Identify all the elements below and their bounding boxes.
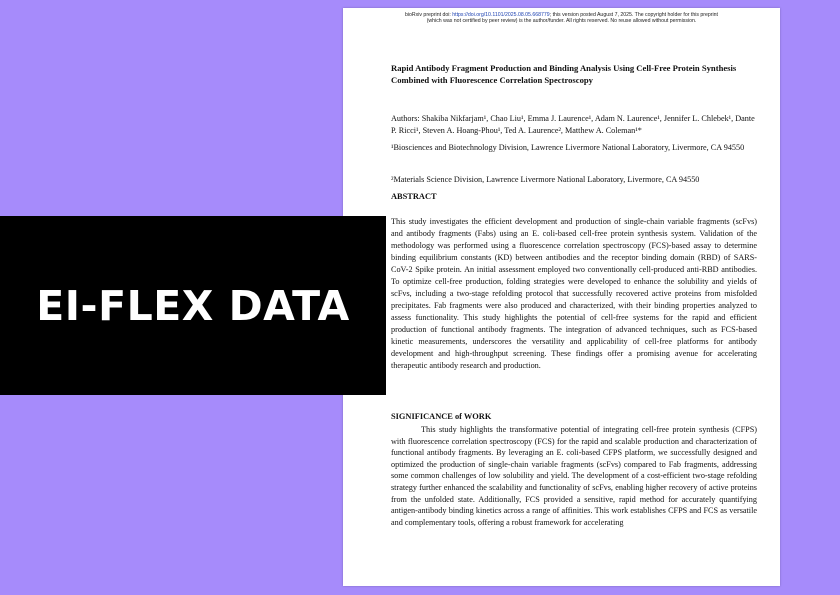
abstract-heading: ABSTRACT	[391, 192, 437, 201]
significance-heading: SIGNIFICANCE of WORK	[391, 412, 492, 421]
preprint-notice-line2: (which was not certified by peer review) is the author/funder. All rights reserved. No reuse allowed without permission.	[426, 18, 697, 25]
affiliation-2: ²Materials Science Division, Lawrence Livermore National Laboratory, Livermore, CA 94550	[391, 175, 700, 184]
banner-title: EI-FLEX DATA	[36, 281, 350, 330]
paper-authors: Authors: Shakiba Nikfarjam¹, Chao Liu¹, Emma J. Laurence¹, Adam N. Laurence¹, Jennifer L. Chlebek¹, Dante P. Ricci¹, Steven A. Hoang-Phou¹, Ted A. Laurence², Matthew A. Coleman¹*	[391, 114, 755, 135]
preprint-notice	[343, 12, 780, 25]
significance-text: This study highlights the transformative potential of integrating cell-free protein synthesis (CFPS) with fluorescence correlation spectroscopy (FCS) for the rapid and scalable production and characterization of functional antibody fragments. By leveraging an E. coli-based CFPS platform, we successfully designed and optimized the production of single-chain variable fragments (scFvs) compared to Fab fragments, addressing some common challenges of low solubility and yield. The development of a cost-efficient two-stage refolding strategy further enhanced the scalability and functionality of scFvs, enabling higher recovery of active proteins from the unfolded state. Additionally, FCS provided a sensitive, rapid method for accurately quantifying antigen-antibody binding kinetics across a range of affinities. This work establishes CFPS and FCS as versatile and complementary tools, offering a robust framework for accelerating	[391, 425, 757, 527]
title-banner	[0, 216, 386, 395]
affiliation-1: ¹Biosciences and Biotechnology Division, Lawrence Livermore National Laboratory, Livermore, CA 94550	[391, 143, 745, 152]
paper-title: Rapid Antibody Fragment Production and Binding Analysis Using Cell-Free Protein Synthesis Combined with Fluorescence Correlation Spectroscopy	[391, 63, 737, 85]
preprint-notice-suffix: ; this version posted August 7, 2025. The copyright holder for this preprint	[549, 12, 718, 18]
abstract-text: This study investigates the efficient development and production of single-chain variable fragments (scFvs) and antibody fragments (Fabs) using an E. coli-based cell-free protein synthesis system. Validation of the methodology was performed using a fluorescence correlation spectroscopy (FCS)-based assay to determine binding equilibrium constants (KD) between antibodies and the receptor binding domain (RBD) of SARS-CoV-2 Spike protein. An initial assessment employed two conventionally cell-produced anti-RBD antibodies. To optimize cell-free production, folding strategies were developed to enhance the solubility and yields of scFvs, including a two-stage refolding protocol that successfully recovered active proteins from misfolded precipitates. Fab fragments were also produced and characterized, with their binding properties analyzed to assess functionality. This study highlights the potential of cell-free systems for the rapid and efficient production of functional antibody fragments. The integration of advanced techniques, such as FCS-based kinetic measurements, underscores the versatility and applicability of cell-free platforms for antibody development and high-throughput screening. These findings offer a promising avenue for accelerating therapeutic antibody research and production.	[391, 217, 757, 370]
doi-link[interactable]: https://doi.org/10.1101/2025.08.05.668779	[452, 12, 550, 18]
preprint-notice-prefix: bioRxiv preprint doi:	[404, 12, 453, 18]
preprint-page	[343, 8, 780, 586]
